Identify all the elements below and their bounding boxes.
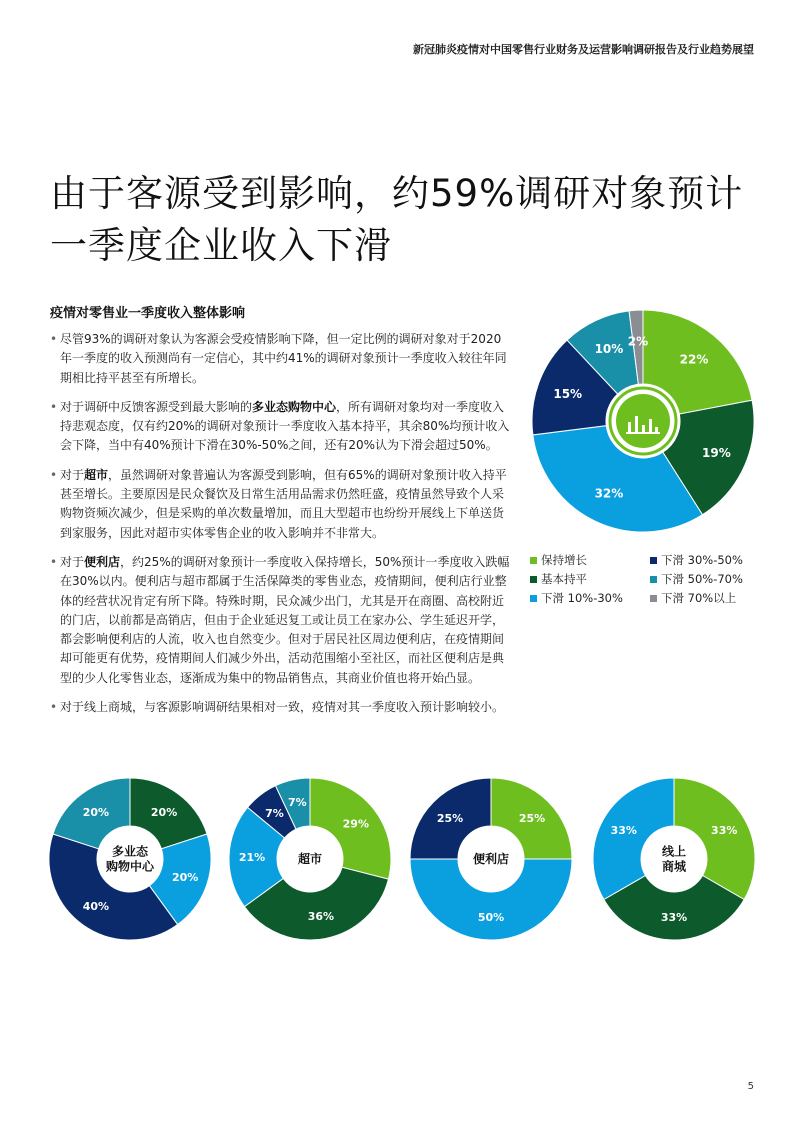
page-number: 5 [747,1081,754,1092]
bullet-item: • 尽管93%的调研对象认为客源会受疫情影响下降，但一定比例的调研对象对于2020年一季度的收入预测尚有一定信心，其中约41%的调研对象预计一季度收入较往年同期相比持平甚至有所增长。 [50,330,510,388]
slice-label: 7% [265,807,284,821]
slice-label: 33% [711,823,738,837]
legend-item: 下滑 50%-70% [650,571,770,587]
slice-label: 22% [679,352,709,367]
legend-item: 保持增长 [530,552,650,568]
online-mall-donut-chart [592,777,756,941]
legend-item: 基本持平 [530,571,650,587]
donut-center-label: 商城 [661,859,687,874]
slice-label: 20% [150,805,178,819]
slice-label: 33% [660,910,688,924]
donut-center-label: 超市 [297,852,323,866]
overall-donut-chart [528,306,758,536]
mall-donut-chart [48,777,212,941]
section-title: 疫情对零售业一季度收入整体影响 [50,306,246,321]
donut-center-label: 便利店 [472,852,510,866]
legend-swatch [650,595,657,602]
page-title: 由于客源受到影响，约59%调研对象预计一季度企业收入下滑 [50,172,744,267]
slice-label: 2% [627,334,649,349]
text-section [50,302,510,727]
slice-label: 32% [594,486,624,501]
slice-label: 19% [702,445,731,460]
legend-swatch [530,595,537,602]
chart-legend [530,552,770,606]
bullet-list [50,330,510,717]
legend-item: 下滑 70%以上 [650,590,770,606]
slice-label: 20% [171,870,199,884]
slice-label: 21% [238,851,266,865]
donut-center-label: 线上 [661,844,687,859]
legend-item: 下滑 10%-30% [530,590,650,606]
slice-label: 25% [436,811,464,825]
legend-swatch [650,576,657,583]
slice-label: 50% [477,910,505,924]
slice-label: 29% [342,817,370,831]
bullet-item: • 对于超市，虽然调研对象普遍认为客源受到影响，但有65%的调研对象预计收入持平甚至增长。主要原因是民众餐饮及日常生活用品需求仍然旺盛，疫情虽然导致个人采购物资频次减少，但是采购的单次数量增加，而且大型超市也纷纷开展线上下单送货到家服务，因此对超市实体零售企业的收入影响并不非常大。 [50,466,510,543]
legend-swatch [650,557,657,564]
slice-label: 10% [594,341,624,356]
slice-label: 20% [82,805,110,819]
donut-center-label: 购物中心 [105,859,155,874]
slice-label: 36% [307,909,335,923]
legend-item: 下滑 30%-50% [650,552,770,568]
supermarket-donut-chart [228,777,392,941]
donut-center-label: 多业态 [111,844,149,859]
convenience-store-donut-chart [409,777,573,941]
bullet-item: • 对于线上商城，与客源影响调研结果相对一致，疫情对其一季度收入预计影响较小。 [50,698,510,717]
legend-swatch [530,576,537,583]
bullet-item: • 对于便利店，约25%的调研对象预计一季度收入保持增长，50%预计一季度收入跌幅在30%以内。便利店与超市都属于生活保障类的零售业态，疫情期间，便利店行业整体的经营状况肯定有所下降。特殊时期，民众减少出门，尤其是开在商圈、高校附近的门店，以前都是高销店，但由于企业延迟复工或让员工在家办公、学生延迟开学，都会影响便利店的人流，收入也自然变少。但对于居民社区周边便利店，在疫情期间却可能更有优势，疫情期间人们减少外出，活动范围缩小至社区，而社区便利店是典型的少人化零售业态，逐渐成为集中的物品销售点，其商业价值也将开始凸显。 [50,553,510,688]
legend-swatch [530,557,537,564]
report-header: 新冠肺炎疫情对中国零售行业财务及运营影响调研报告及行业趋势展望 [413,43,754,56]
slice-label: 33% [610,823,637,837]
slice-label: 40% [82,899,110,913]
bullet-item: • 对于调研中反馈客源受到最大影响的多业态购物中心，所有调研对象均对一季度收入持悲观态度，仅有约20%的调研对象预计一季度收入基本持平，其余80%均预计收入会下降，当中有40%预计下滑在30%-50%之间，还有20%认为下滑会超过50%。 [50,398,510,456]
slice-label: 7% [288,796,307,810]
bar-chart-icon [610,388,676,454]
slice-label: 25% [518,811,546,825]
slice-label: 15% [553,387,583,402]
